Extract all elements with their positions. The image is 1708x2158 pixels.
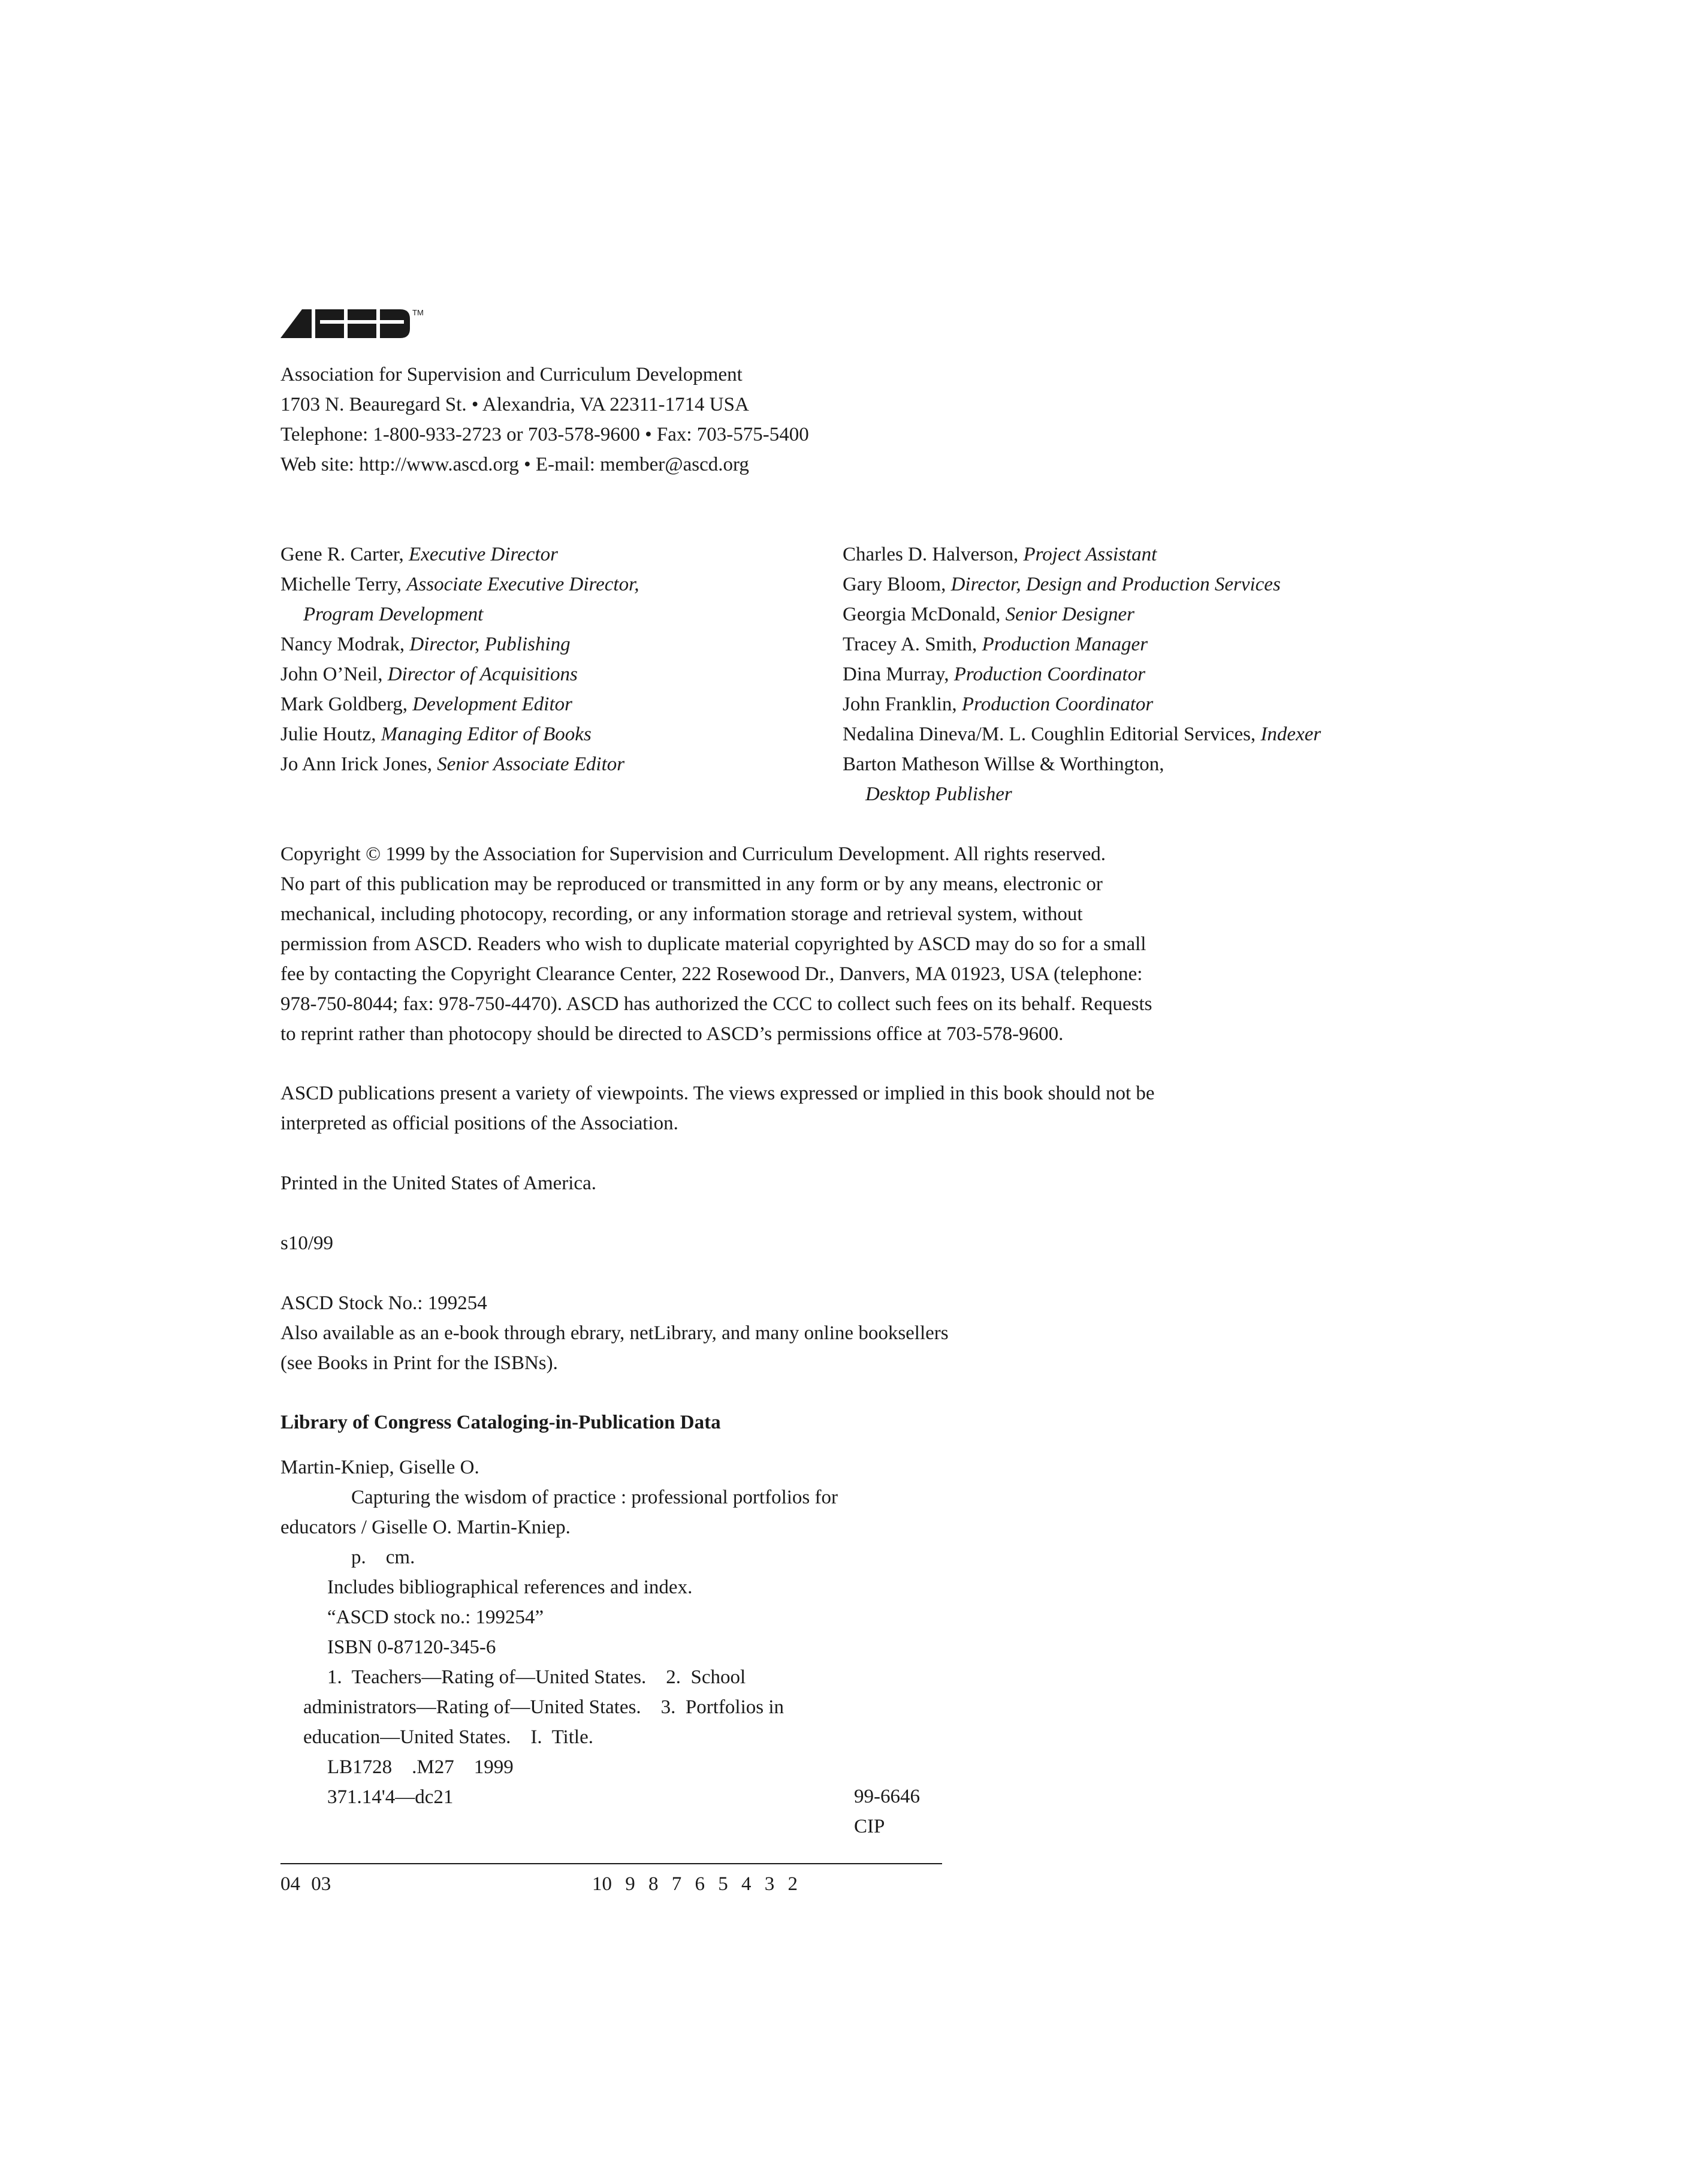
disclaimer	[280, 1078, 1155, 1138]
cip-subjects: administrators—Rating of—United States. 3. Portfolios in	[303, 1696, 784, 1718]
cip-title-line: Capturing the wisdom of practice : professional portfolios for	[351, 1487, 838, 1508]
staff-entry	[843, 629, 1321, 659]
staff-title: Production Manager	[982, 634, 1148, 655]
cip-label: CIP	[854, 1816, 885, 1837]
printing-impression: 10 9 8 7 6 5 4 3 2	[592, 1873, 798, 1895]
printing-years: 04 03	[280, 1873, 331, 1895]
trademark-mark: TM	[412, 308, 424, 317]
staff-title: Senior Associate Editor	[437, 754, 625, 775]
staff-name: Nancy Modrak,	[280, 634, 410, 655]
cip-note: “ASCD stock no.: 199254”	[327, 1607, 544, 1628]
staff-name: Jo Ann Irick Jones,	[280, 754, 437, 775]
staff-entry	[280, 719, 639, 749]
staff-list-right	[843, 540, 1321, 809]
copyright-line: permission from ASCD. Readers who wish to duplicate material copyrighted by ASCD may do so for a small	[280, 933, 1146, 955]
ascd-logo	[280, 307, 424, 344]
cip-note: ISBN 0-87120-345-6	[327, 1636, 496, 1658]
address-line: Web site: http://www.ascd.org • E-mail: member@ascd.org	[280, 454, 749, 475]
staff-name: Gene R. Carter,	[280, 544, 409, 565]
staff-title: Director, Publishing	[409, 634, 571, 655]
copyright-line: 978-750-8044; fax: 978-750-4470). ASCD has authorized the CCC to collect such fees on its behalf. Requests	[280, 993, 1152, 1015]
staff-name: Tracey A. Smith,	[843, 634, 982, 655]
staff-name: Georgia McDonald,	[843, 604, 1006, 625]
staff-title: Executive Director	[409, 544, 558, 565]
print-code: s10/99	[280, 1232, 334, 1254]
staff-entry	[843, 719, 1321, 749]
staff-title: Director, Design and Production Services	[950, 574, 1281, 595]
cip-pagination: p. cm.	[351, 1547, 415, 1568]
stock-line: (see Books in Print for the ISBNs).	[280, 1352, 558, 1374]
staff-title: Project Assistant	[1023, 544, 1157, 565]
disclaimer-line: interpreted as official positions of the Association.	[280, 1113, 678, 1134]
staff-name: Gary Bloom,	[843, 574, 951, 595]
staff-entry	[843, 689, 1321, 719]
staff-name: John Franklin,	[843, 694, 962, 715]
staff-entry	[843, 749, 1321, 779]
cip-title-line: educators / Giselle O. Martin-Kniep.	[280, 1517, 571, 1538]
cip-subjects: education—United States. I. Title.	[303, 1726, 593, 1748]
cip-lccn-block	[854, 1782, 920, 1841]
disclaimer-line: ASCD publications present a variety of viewpoints. The views expressed or implied in this book should not be	[280, 1083, 1155, 1104]
copyright-line: to reprint rather than photocopy should be directed to ASCD’s permissions office at 703-578-9600.	[280, 1023, 1064, 1045]
copyright-line: Copyright © 1999 by the Association for Supervision and Curriculum Development. All rights reserved.	[280, 843, 1106, 865]
staff-entry	[280, 629, 639, 659]
staff-entry	[843, 569, 1321, 599]
stock-line: ASCD Stock No.: 199254	[280, 1292, 487, 1314]
staff-entry	[280, 689, 639, 719]
staff-name: John O’Neil,	[280, 664, 388, 685]
staff-name: Barton Matheson Willse & Worthington,	[843, 754, 1164, 775]
address-line: Association for Supervision and Curriculum Development	[280, 364, 743, 385]
staff-entry	[280, 659, 639, 689]
staff-title: Associate Executive Director,	[406, 574, 639, 595]
staff-name: Nedalina Dineva/M. L. Coughlin Editorial Services,	[843, 724, 1261, 745]
staff-entry	[843, 659, 1321, 689]
staff-title: Program Development	[303, 604, 484, 625]
staff-list-left	[280, 540, 639, 779]
cip-heading: Library of Congress Cataloging-in-Publication Data	[280, 1412, 721, 1433]
stock-info	[280, 1288, 949, 1378]
copyright-line: mechanical, including photocopy, recording, or any information storage and retrieval system, without	[280, 903, 1083, 925]
staff-entry	[280, 540, 639, 569]
stock-line: Also available as an e-book through ebrary, netLibrary, and many online booksellers	[280, 1322, 949, 1344]
address-line: 1703 N. Beauregard St. • Alexandria, VA 22311-1714 USA	[280, 394, 749, 415]
staff-title: Indexer	[1260, 724, 1321, 745]
address-line: Telephone: 1-800-933-2723 or 703-578-9600 • Fax: 703-575-5400	[280, 424, 809, 445]
divider	[280, 1863, 942, 1864]
staff-entry-continued	[843, 779, 1321, 809]
copyright-line: No part of this publication may be reproduced or transmitted in any form or by any means, electronic or	[280, 873, 1103, 895]
staff-title: Desktop Publisher	[865, 783, 1012, 805]
copyright-notice	[280, 839, 1152, 1049]
cip-author: Martin-Kniep, Giselle O.	[280, 1457, 479, 1478]
cip-record	[280, 1452, 838, 1812]
staff-title: Director of Acquisitions	[387, 664, 578, 685]
staff-entry	[843, 599, 1321, 629]
staff-name: Dina Murray,	[843, 664, 954, 685]
staff-title: Managing Editor of Books	[381, 724, 592, 745]
staff-entry	[843, 540, 1321, 569]
staff-name: Michelle Terry,	[280, 574, 407, 595]
cip-call-number: LB1728 .M27 1999	[327, 1756, 514, 1778]
staff-name: Mark Goldberg,	[280, 694, 413, 715]
staff-entry-continued	[280, 599, 639, 629]
staff-title: Production Coordinator	[961, 694, 1154, 715]
cip-lccn: 99-6646	[854, 1786, 920, 1807]
staff-title: Senior Designer	[1005, 604, 1134, 625]
staff-name: Julie Houtz,	[280, 724, 381, 745]
printed-in: Printed in the United States of America.	[280, 1173, 596, 1194]
publisher-address	[280, 360, 809, 480]
cip-subjects: 1. Teachers—Rating of—United States. 2. School	[327, 1666, 746, 1688]
cip-note: Includes bibliographical references and index.	[327, 1577, 693, 1598]
cip-dewey: 371.14'4—dc21	[327, 1786, 454, 1808]
staff-entry	[280, 749, 639, 779]
staff-entry	[280, 569, 639, 599]
staff-title: Development Editor	[412, 694, 572, 715]
staff-title: Production Coordinator	[953, 664, 1146, 685]
copyright-line: fee by contacting the Copyright Clearance Center, 222 Rosewood Dr., Danvers, MA 01923, USA (telephone:	[280, 963, 1143, 985]
staff-name: Charles D. Halverson,	[843, 544, 1024, 565]
